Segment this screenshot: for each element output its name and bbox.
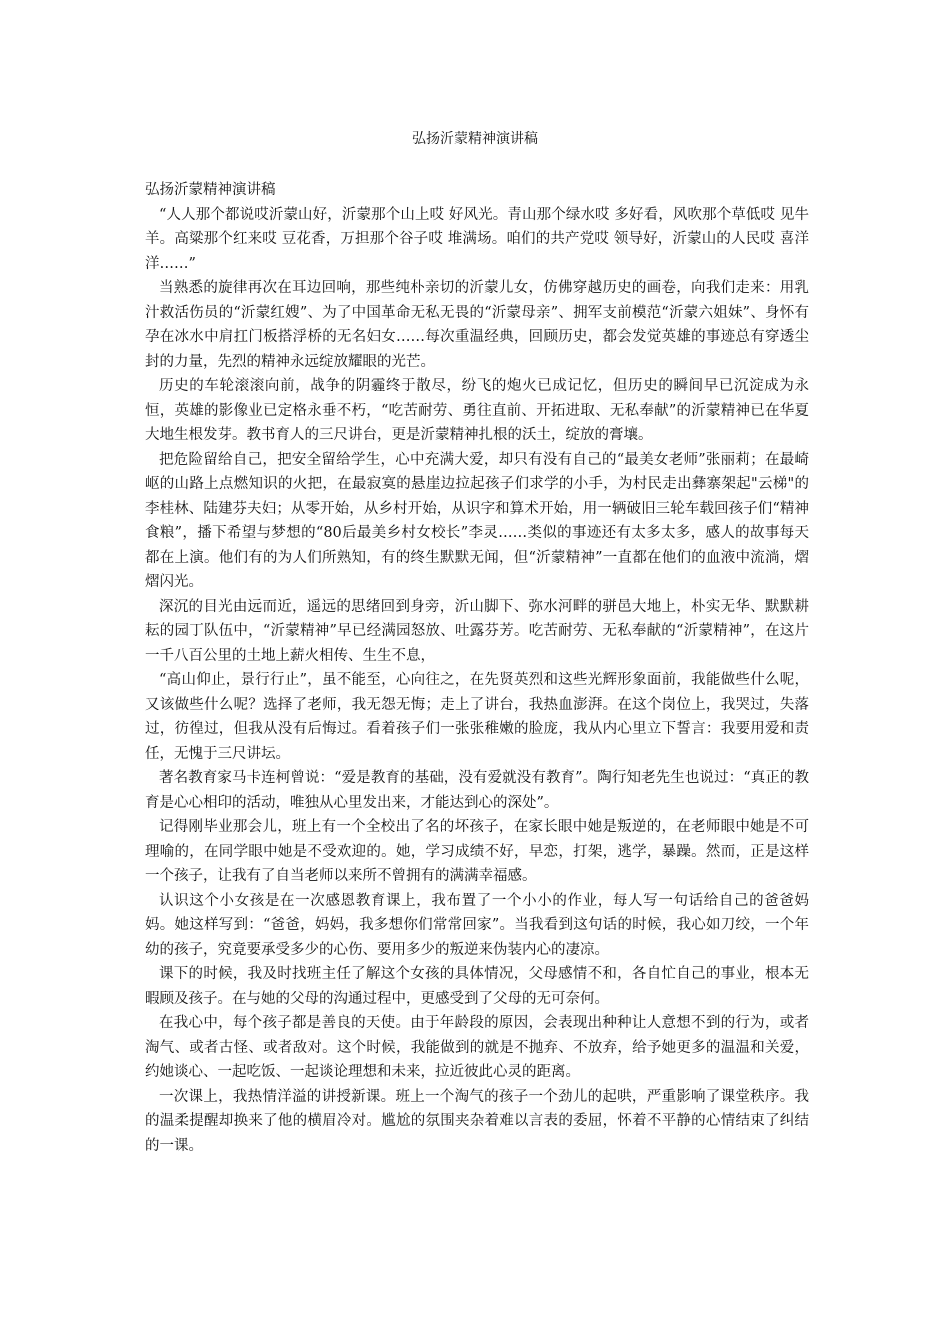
paragraph: 当熟悉的旋律再次在耳边回响，那些纯朴亲切的沂蒙儿女，仿佛穿越历史的画卷，向我们走来：用乳汁救活伤员的“沂蒙红嫂”、为了中国革命无私无畏的“沂蒙母亲”、拥军支前模范“沂蒙六姐妹”、身怀有孕在冰水中肩扛门板搭浮桥的无名妇女……每次重温经典，回顾历史，都会发觉英雄的事迹总有穿透尘封的力量，先烈的精神永远绽放耀眼的光芒。 — [145, 280, 809, 370]
document-subtitle: 弘扬沂蒙精神演讲稿 — [145, 182, 276, 198]
paragraph: 著名教育家马卡连柯曾说：“爱是教育的基础，没有爱就没有教育”。陶行知老先生也说过：“真正的教育是心心相印的活动，唯独从心里发出来，才能达到心的深处”。 — [145, 770, 809, 811]
paragraph: 在我心中，每个孩子都是善良的天使。由于年龄段的原因，会表现出种种让人意想不到的行为，或者淘气、或者古怪、或者敌对。这个时候，我能做到的就是不抛弃、不放弃，给予她更多的温温和关爱，约她谈心、一起吃饭、一起谈论理想和未来，拉近彼此心灵的距离。 — [145, 1015, 809, 1080]
paragraph: “人人那个都说哎沂蒙山好，沂蒙那个山上哎 好风光。青山那个绿水哎 多好看，风吹那个草低哎 见牛羊。高粱那个红来哎 豆花香，万担那个谷子哎 堆满场。咱们的共产党哎 领导好，沂蒙山的人民哎 喜洋洋……” — [145, 206, 809, 272]
paragraph: 把危险留给自己，把安全留给学生，心中充满大爱，却只有没有自己的“最美女老师”张丽莉；在最崎岖的山路上点燃知识的火把，在最寂寞的悬崖边拉起孩子们求学的小手，为村民走出彝寨架起"云梯"的李桂林、陆建芬夫妇；从零开始，从乡村开始，从识字和算术开始，用一辆破旧三轮车载回孩子们“精神食粮”，播下希望与梦想的“80后最美乡村女校长”李灵……类似的事迹还有太多太多，感人的故事每天都在上演。他们有的为人们所熟知，有的终生默默无闻，但“沂蒙精神”一直都在他们的血液中流淌，熠熠闪光。 — [145, 451, 809, 590]
paragraph: 深沉的目光由远而近，遥远的思绪回到身旁，沂山脚下、弥水河畔的骈邑大地上，朴实无华、默默耕耘的园丁队伍中，“沂蒙精神”早已经满园怒放、吐露芬芳。吃苦耐劳、无私奉献的“沂蒙精神”，在这片一千八百公里的土地上薪火相传、生生不息， — [145, 598, 809, 664]
paragraph: 课下的时候，我及时找班主任了解这个女孩的具体情况，父母感情不和，各自忙自己的事业，根本无暇顾及孩子。在与她的父母的沟通过程中，更感受到了父母的无可奈何。 — [145, 966, 809, 1007]
paragraph: 一次课上，我热情洋溢的讲授新课。班上一个淘气的孩子一个劲儿的起哄，严重影响了课堂秩序。我的温柔提醒却换来了他的横眉冷对。尴尬的氛围夹杂着难以言表的委屈，怀着不平静的心情结束了纠结的一课。 — [145, 1088, 809, 1154]
paragraph: 记得刚毕业那会儿，班上有一个全校出了名的坏孩子，在家长眼中她是叛逆的，在老师眼中她是不可理喻的，在同学眼中她是不受欢迎的。她，学习成绩不好，早恋，打架，逃学，暴躁。然而，正是这样一个孩子，让我有了自当老师以来所不曾拥有的满满幸福感。 — [145, 819, 809, 884]
document-body — [145, 178, 809, 1158]
paragraph: 认识这个小女孩是在一次感恩教育课上，我布置了一个小小的作业，每人写一句话给自己的爸爸妈妈。她这样写到：“爸爸，妈妈，我多想你们常常回家”。当我看到这句话的时候，我心如刀绞，一个年幼的孩子，究竟要承受多少的心伤、要用多少的叛逆来伪装内心的凄凉。 — [145, 892, 809, 958]
document-title: 弘扬沂蒙精神演讲稿 — [412, 131, 538, 147]
paragraph: “高山仰止，景行行止”，虽不能至，心向往之，在先贤英烈和这些光辉形象面前，我能做些什么呢，又该做些什么呢？选择了老师，我无怨无悔；走上了讲台，我热血澎湃。在这个岗位上，我哭过，失落过，彷徨过，但我从没有后悔过。看着孩子们一张张稚嫩的脸庞，我从内心里立下誓言：我要用爱和责任，无愧于三尺讲坛。 — [145, 672, 809, 762]
paragraph: 历史的车轮滚滚向前，战争的阴霾终于散尽，纷飞的炮火已成记忆，但历史的瞬间早已沉淀成为永恒，英雄的影像业已定格永垂不朽，“吃苦耐劳、勇往直前、开拓进取、无私奉献”的沂蒙精神已在华夏大地生根发芽。教书育人的三尺讲台，更是沂蒙精神扎根的沃土，绽放的膏壤。 — [145, 378, 809, 443]
